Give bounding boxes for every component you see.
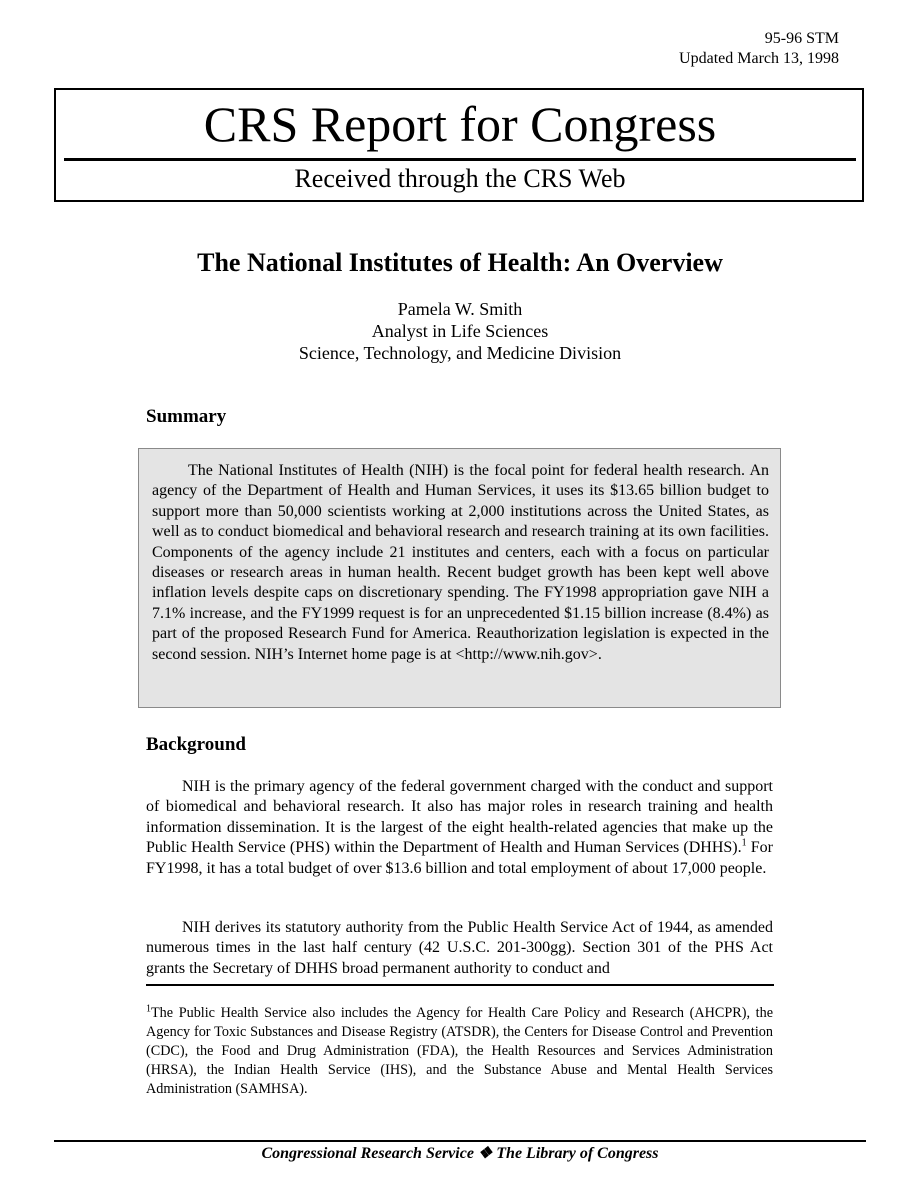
header-rule (64, 158, 856, 161)
footer-rule (54, 1140, 866, 1142)
updated-date: Updated March 13, 1998 (679, 50, 839, 67)
background-paragraph-1-text-cont: For FY1998, it has a total budget of over $13.6 billion and total employment of about 17,000 people. (146, 839, 773, 877)
report-subtitle: Received through the CRS Web (294, 164, 626, 193)
author-division: Science, Technology, and Medicine Division (298, 343, 622, 363)
footnote-text: The Public Health Service also includes the Agency for Health Care Policy and Research (AHCPR), the Agency for Toxic Substances and Disease Registry (ATSDR), the Centers for Disease Control and Prevention (CDC), the Food and Drug Administration (FDA), the Health Resources and Services Administration (HRSA), the Indian Health Service (IHS), and the Substance Abuse and Mental Health Services Administration (SAMHSA). (146, 1005, 773, 1097)
author-role: Analyst in Life Sciences (371, 321, 549, 341)
background-paragraph-2-text: NIH derives its statutory authority from the Public Health Service Act of 1944, as amended numerous times in the last half century (42 U.S.C. 201-300gg). Section 301 of the PHS Act grants the Secretary of DHHS broad permanent authority to conduct and (146, 919, 773, 977)
document-title: The National Institutes of Health: An Overview (197, 248, 723, 277)
background-heading: Background (146, 734, 246, 755)
background-paragraph-1 (146, 777, 773, 879)
footnote-reference[interactable]: 1 (741, 837, 747, 849)
footnote-marker: 1 (146, 1003, 151, 1015)
background-paragraph-2 (146, 918, 773, 979)
footnote-rule (146, 984, 774, 986)
footnote (146, 1004, 773, 1099)
summary-paragraph: The National Institutes of Health (NIH) is the focal point for federal health research. An agency of the Department of Health and Human Services, it uses its $13.65 billion budget to support more than 50,000 scientists working at 2,000 institutions across the United States, as well as to conduct biomedical and behavioral research and research training at its own facilities. Components of the agency include 21 institutes and centers, each with a focus on particular diseases or research areas in human health. Recent budget growth has been kept well above inflation levels despite caps on discretionary spending. The FY1998 appropriation gave NIH a 7.1% increase, and the FY1999 request is for an unprecedented $1.15 billion increase (8.4%) as part of the proposed Research Fund for America. Reauthorization legislation is expected in the second session. NIH’s Internet home page is at <http://www.nih.gov>. (152, 462, 769, 663)
author-name: Pamela W. Smith (397, 299, 523, 319)
footer-text: Congressional Research Service ❖ The Library of Congress (261, 1145, 659, 1162)
summary-heading: Summary (146, 406, 227, 427)
summary-text (152, 461, 769, 665)
report-title: CRS Report for Congress (203, 96, 717, 152)
background-paragraph-1-text: NIH is the primary agency of the federal government charged with the conduct and support of biomedical and behavioral research. It also has major roles in research training and health information dissemination. It is the largest of the eight health-related agencies that make up the Public Health Service (PHS) within the Department of Health and Human Services (DHHS). (146, 778, 773, 857)
document-id: 95-96 STM (764, 30, 839, 47)
